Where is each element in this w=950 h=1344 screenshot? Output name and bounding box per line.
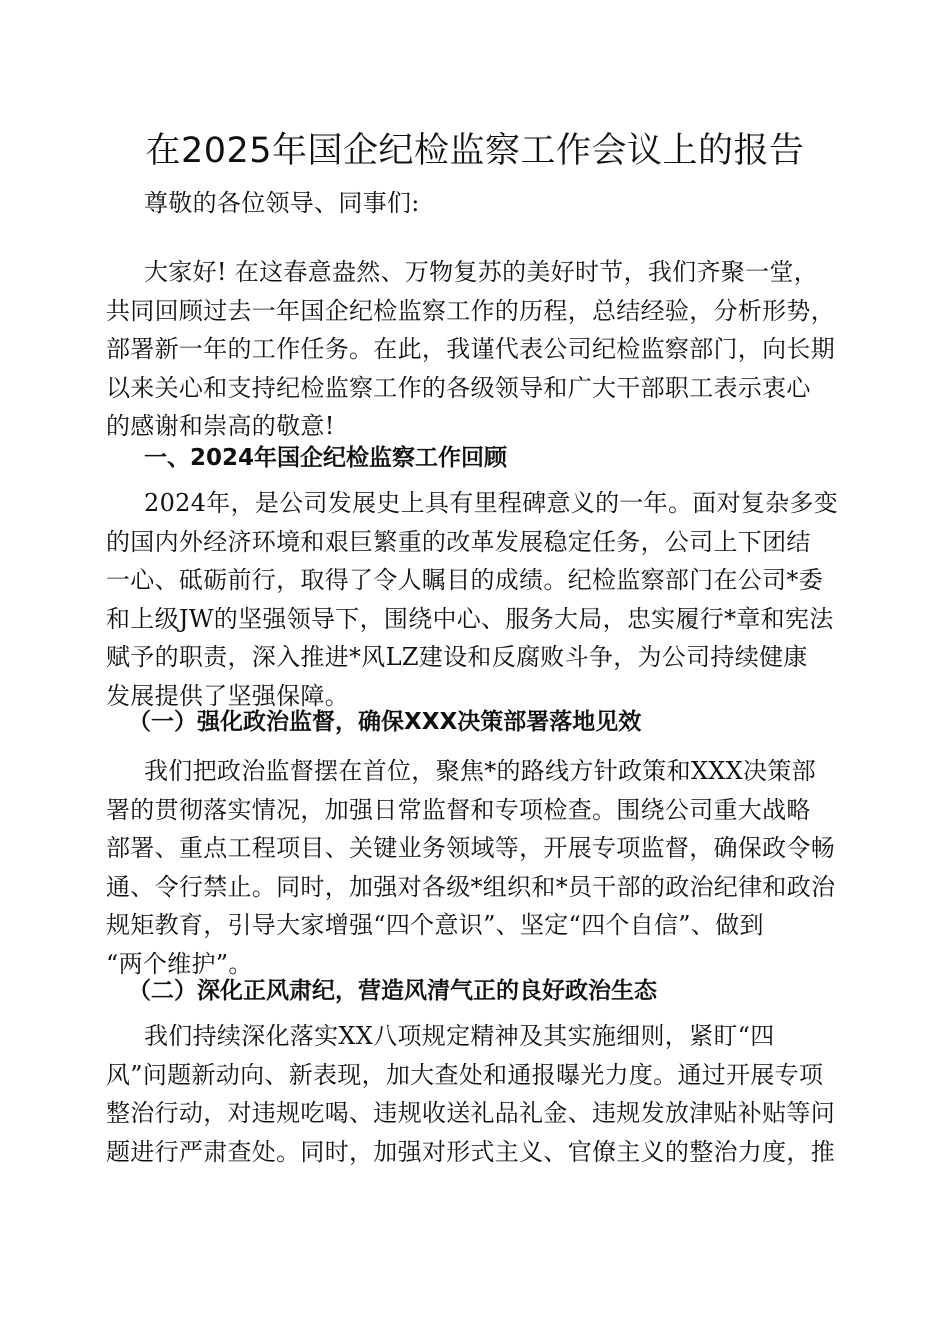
- paragraph-line: “两个维护”。: [106, 949, 253, 978]
- paragraph-line: 整治行动，对违规吃喝、违规收送礼品礼金、违规发放津贴补贴等问: [106, 1099, 835, 1127]
- subsection-heading-2: （二）深化正风肃纪，营造风清气正的良好政治生态: [128, 978, 657, 1004]
- paragraph-line: 共同回顾过去一年国企纪检监察工作的历程，总结经验，分析形势，: [106, 296, 835, 325]
- paragraph-line: 部署、重点工程项目、关键业务领域等，开展专项监督，确保政令畅: [106, 834, 835, 862]
- subsection2-paragraph: [106, 1017, 846, 1171]
- paragraph-line: 2024年，是公司发展史上具有里程碑意义的一年。面对复杂多变: [144, 489, 839, 517]
- section1-paragraph: [106, 484, 846, 715]
- intro-paragraph: [106, 253, 846, 446]
- greeting-paragraph: [106, 184, 846, 223]
- paragraph-line: 我们把政治监督摆在首位，聚焦*的路线方针政策和XXX决策部: [144, 757, 816, 785]
- paragraph-line: 的国内外经济环境和艰巨繁重的改革发展稳定任务，公司上下团结: [106, 527, 811, 556]
- subsection-heading-1: （一）强化政治监督，确保XXX决策部署落地见效: [128, 709, 642, 735]
- paragraph-line: 规矩教育，引导大家增强“四个意识”、坚定“四个自信”、做到: [106, 911, 764, 939]
- paragraph-line: 一心、砥砺前行，取得了令人瞩目的成绩。纪检监察部门在公司*委: [106, 566, 823, 594]
- paragraph-line: 赋予的职责，深入推进*风LZ建设和反腐败斗争，为公司持续健康: [106, 643, 808, 671]
- greeting-line: 尊敬的各位领导、同事们:: [144, 189, 420, 217]
- paragraph-line: 和上级JW的坚强领导下，围绕中心、服务大局，忠实履行*章和宪法: [106, 604, 834, 633]
- paragraph-line: 署的贯彻落实情况，加强日常监督和专项检查。围绕公司重大战略: [106, 795, 811, 824]
- paragraph-line: 通、令行禁止。同时，加强对各级*组织和*员干部的政治纪律和政治: [106, 872, 836, 901]
- paragraph-line: 题进行严肃查处。同时，加强对形式主义、官僚主义的整治力度，推: [106, 1137, 835, 1166]
- subsection1-paragraph: [106, 752, 846, 983]
- document-title: 在2025年国企纪检监察工作会议上的报告: [145, 131, 805, 171]
- paragraph-line: 的感谢和崇高的敬意!: [106, 412, 335, 440]
- paragraph-line: 风”问题新动向、新表现，加大查处和通报曝光力度。通过开展专项: [106, 1060, 824, 1089]
- paragraph-line: 部署新一年的工作任务。在此，我谨代表公司纪检监察部门，向长期: [106, 335, 835, 363]
- paragraph-line: 大家好! 在这春意盎然、万物复苏的美好时节，我们齐聚一堂，: [144, 258, 818, 286]
- paragraph-line: 我们持续深化落实XX八项规定精神及其实施细则，紧盯“四: [144, 1022, 775, 1050]
- paragraph-line: 以来关心和支持纪检监察工作的各级领导和广大干部职工表示衷心: [106, 373, 811, 402]
- paragraph-line: 发展提供了坚强保障。: [106, 681, 349, 710]
- section-heading-1: 一、2024年国企纪检监察工作回顾: [144, 445, 508, 471]
